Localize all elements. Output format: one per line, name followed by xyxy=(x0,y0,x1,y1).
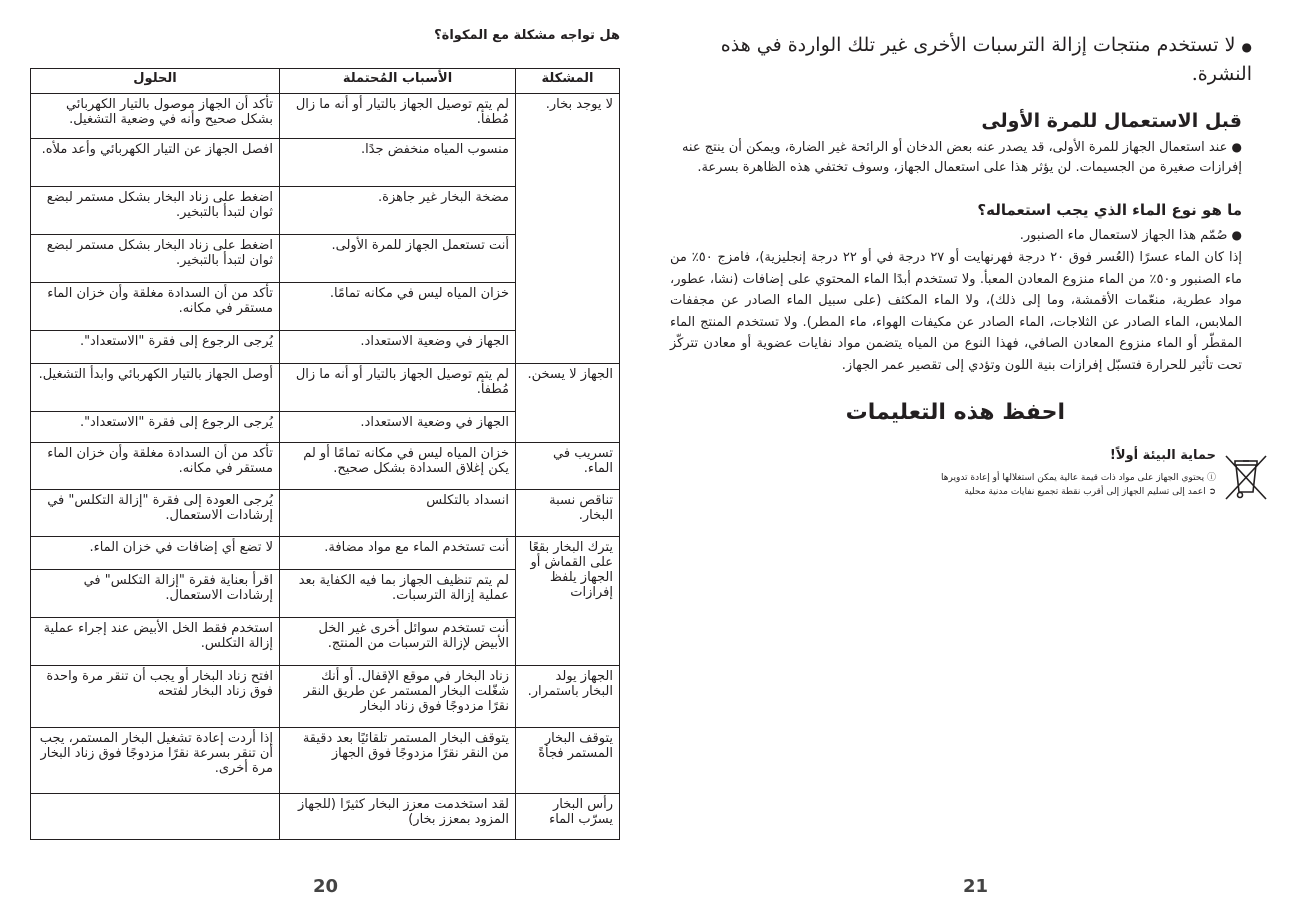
table-row xyxy=(31,443,620,490)
table-row xyxy=(31,666,620,728)
solution-cell xyxy=(31,794,280,840)
solution-cell: افصل الجهاز عن التيار الكهربائي وأعد ملأه. xyxy=(31,139,280,187)
solution-cell: تأكد أن الجهاز موصول بالتيار الكهربائي بشكل صحيح وأنه في وضعية التشغيل. xyxy=(31,94,280,139)
table-row xyxy=(31,364,620,412)
bullet-icon: ● xyxy=(1231,140,1242,154)
solution-cell: اضغط على زناد البخار بشكل مستمر لبضع ثوان لتبدأ بالتبخير. xyxy=(31,235,280,283)
table-row xyxy=(31,728,620,794)
cause-cell: لقد استخدمت معزز البخار كثيرًا (للجهاز المزود بمعزز بخار) xyxy=(280,794,516,840)
cause-cell: لم يتم توصيل الجهاز بالتيار أو أنه ما زال مُطفأ. xyxy=(280,94,516,139)
problem-cell: تناقص نسبة البخار. xyxy=(516,490,620,537)
solution-cell: لا تضع أي إضافات في خزان الماء. xyxy=(31,537,280,570)
header-problem: المشكلة xyxy=(516,69,620,94)
table-row xyxy=(31,537,620,570)
cause-cell: أنت تستخدم الماء مع مواد مضافة. xyxy=(280,537,516,570)
right-page xyxy=(650,0,1300,910)
table-body xyxy=(31,94,620,840)
cause-cell: الجهاز في وضعية الاستعداد. xyxy=(280,331,516,364)
arrow-icon: ➲ xyxy=(1208,487,1216,497)
table-row xyxy=(31,94,620,139)
solution-cell: تأكد من أن السدادة مغلقة وأن خزان الماء مستقر في مكانه. xyxy=(31,443,280,490)
cause-cell: لم يتم تنظيف الجهاز بما فيه الكفاية بعد عملية إزالة الترسبات. xyxy=(280,570,516,618)
table-header-row xyxy=(31,69,620,94)
problem-cell: الجهاز لا يسخن. xyxy=(516,364,620,443)
bullet-icon: ● xyxy=(1231,228,1242,242)
cause-cell: خزان المياه ليس في مكانه تمامًا أو لم يكن إغلاق السدادة بشكل صحيح. xyxy=(280,443,516,490)
cause-cell: انسداد بالتكلس xyxy=(280,490,516,537)
solution-cell: يُرجى الرجوع إلى فقرة "الاستعداد". xyxy=(31,331,280,364)
problem-cell: يترك البخار بقعًا على القماش أو الجهاز يلفظ إفرازات xyxy=(516,537,620,666)
problem-cell: تسريب في الماء. xyxy=(516,443,620,490)
cause-cell: أنت تستخدم سوائل أخرى غير الخل الأبيض لإزالة الترسبات من المنتج. xyxy=(280,618,516,666)
solution-cell: يُرجى العودة إلى فقرة "إزالة التكلس" في إرشادات الاستعمال. xyxy=(31,490,280,537)
problem-cell: يتوقف البخار المستمر فجأةً xyxy=(516,728,620,794)
cause-cell: يتوقف البخار المستمر تلقائيًا بعد دقيقة من النقر نقرًا مزدوجًا فوق الجهاز xyxy=(280,728,516,794)
troubleshooting-title: هل تواجه مشكلة مع المكواة؟ xyxy=(434,28,620,43)
descaling-warning: ● لا تستخدم منتجات إزالة الترسبات الأخرى غير تلك الواردة في هذه النشرة. xyxy=(720,34,1252,85)
page-number: 21 xyxy=(963,876,989,897)
crossed-bin-icon xyxy=(1223,452,1269,502)
first-use-heading: قبل الاستعمال للمرة الأولى xyxy=(981,110,1242,132)
solution-cell: افتح زناد البخار أو يجب أن تنقر مرة واحدة فوق زناد البخار لفتحه xyxy=(31,666,280,728)
solution-cell: يُرجى الرجوع إلى فقرة "الاستعداد". xyxy=(31,412,280,443)
problem-cell: لا يوجد بخار. xyxy=(516,94,620,364)
header-solution: الحلول xyxy=(31,69,280,94)
environment-line-collection: ➲ اعمد إلى تسليم الجهاز إلى أقرب نقطة تجميع نفايات مدنية محلية xyxy=(964,487,1216,497)
water-type-text: إذا كان الماء عسرًا (العُسر فوق ٢٠ درجة فهرنهايت أو ٢٧ درجة في أو ٢٢ درجة إنجليزية)، فامزج ٥٠٪ من ماء الصنبور و٥٠٪ من الماء منزوع المعادن المعبأ. ولا تستخدم أبدًا الماء المحتوي على إضافات (نشا، عطور، مواد عطرية، منعّمات الأقمشة، وما إلى ذلك)، ولا الماء المكثف (على سبيل الماء الصادر عن مجففات الملابس، الماء الصادر عن الثلاجات، الماء الصادر عن مكيفات الهواء، ماء المطر). ولا تستخدم المنتج الماء المقطّر أو الماء منزوع المعادن الصافي، فهذا النوع من المياه يتضمن مواد نفايات عضوية أو معادن تتركّز تحت تأثير للحرارة فتسبّل إفرازات بنية اللون وتؤدي إلى تقصير عمر الجهاز. xyxy=(670,250,1243,373)
cause-cell: خزان المياه ليس في مكانه تمامًا. xyxy=(280,283,516,331)
first-use-text: ● عند استعمال الجهاز للمرة الأولى، قد يصدر عنه بعض الدخان أو الرائحة غير الضارة، ويمكن أن ينتج عنه إفرازات صغيرة من الجسيمات. لن يؤثر هذا على استعمال الجهاز، وسوف تختفي هذه الظاهرة بسرعة. xyxy=(681,140,1242,175)
solution-cell: تأكد من أن السدادة مغلقة وأن خزان الماء مستقر في مكانه. xyxy=(31,283,280,331)
cause-cell: الجهاز في وضعية الاستعداد. xyxy=(280,412,516,443)
problem-cell: رأس البخار يسرّب الماء xyxy=(516,794,620,840)
cause-cell: لم يتم توصيل الجهاز بالتيار أو أنه ما زال مُطفأ. xyxy=(280,364,516,412)
cause-cell: منسوب المياه منخفض جدًا. xyxy=(280,139,516,187)
troubleshooting-table xyxy=(30,68,620,840)
cause-cell: أنت تستعمل الجهاز للمرة الأولى. xyxy=(280,235,516,283)
table-row xyxy=(31,794,620,840)
page-number: 20 xyxy=(313,876,339,897)
solution-cell: استخدم فقط الخل الأبيض عند إجراء عملية إزالة التكلس. xyxy=(31,618,280,666)
environment-line-recycle: ⓘ يحتوي الجهاز على مواد ذات قيمة عالية يمكن استغلالها أو إعادة تدويرها xyxy=(941,473,1216,483)
problem-cell: الجهاز يولد البخار باستمرار. xyxy=(516,666,620,728)
bullet-icon: ● xyxy=(1241,40,1252,54)
solution-cell: أوصل الجهاز بالتيار الكهربائي وابدأ التشغيل. xyxy=(31,364,280,412)
water-type-bullet: ● صُمّم هذا الجهاز لاستعمال ماء الصنبور. xyxy=(1019,228,1242,243)
header-cause: الأسباب المُحتملة xyxy=(280,69,516,94)
solution-cell: اضغط على زناد البخار بشكل مستمر لبضع ثوان لتبدأ بالتبخير. xyxy=(31,187,280,235)
solution-cell: إذا أردت إعادة تشغيل البخار المستمر، يجب أن تنقر بسرعة نقرًا مزدوجًا فوق زناد البخار مرة أخرى. xyxy=(31,728,280,794)
info-icon: ⓘ xyxy=(1206,473,1216,483)
solution-cell: اقرأ بعناية فقرة "إزالة التكلس" في إرشادات الاستعمال. xyxy=(31,570,280,618)
keep-instructions-heading: احفظ هذه التعليمات xyxy=(845,400,1065,425)
water-type-heading: ما هو نوع الماء الذي يجب استعماله؟ xyxy=(977,201,1242,219)
cause-cell: مضخة البخار غير جاهزة. xyxy=(280,187,516,235)
table-row xyxy=(31,490,620,537)
cause-cell: زناد البخار في موقع الإقفال. أو أنك شغّلت البخار المستمر عن طريق النقر نقرًا مزدوجًا فوق زناد البخار xyxy=(280,666,516,728)
environment-heading: حماية البيئة أولاً! xyxy=(1109,448,1216,463)
